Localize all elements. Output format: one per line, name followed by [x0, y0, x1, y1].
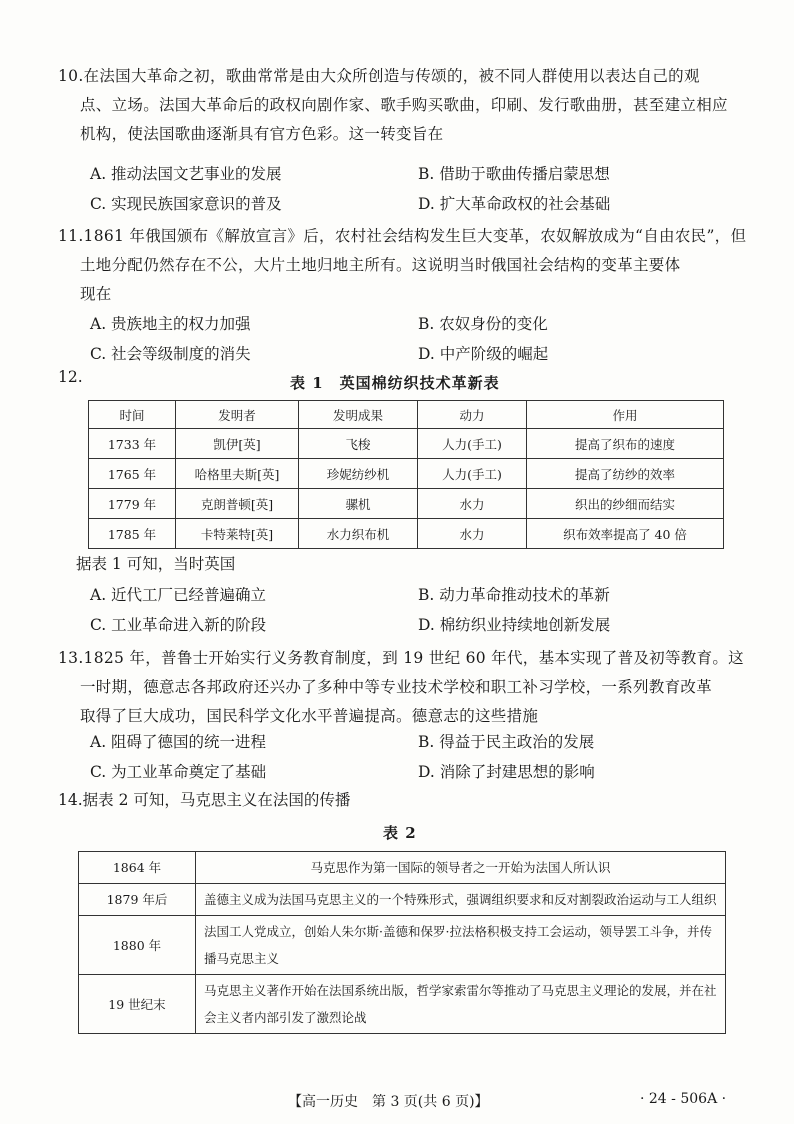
table-cell: 提高了纺纱的效率 [527, 459, 724, 489]
question-14-stem: 14.据表 2 可知，马克思主义在法国的传播 [58, 791, 351, 809]
column-header: 发明成果 [299, 401, 418, 429]
table-cell: 凯伊[英] [176, 429, 299, 459]
question-10-line-1: 10.在法国大革命之初，歌曲常常是由大众所创造与传颂的，被不同人群使用以表达自己的观 [58, 67, 700, 85]
question-11-options [90, 309, 750, 369]
column-header: 时间 [89, 401, 176, 429]
question-11-line-1: 11.1861 年俄国颁布《解放宣言》后，农村社会结构发生巨大变革，农奴解放成为“自由农民”，但 [58, 227, 747, 245]
option-c[interactable]: C. 为工业革命奠定了基础 [90, 763, 267, 781]
question-12-stem: 据表 1 可知，当时英国 [76, 555, 236, 573]
table-cell-year: 1879 年后 [79, 884, 196, 916]
table-cell: 1733 年 [89, 429, 176, 459]
question-10 [58, 62, 758, 149]
table-1 [88, 400, 724, 549]
table-cell: 水力织布机 [299, 519, 418, 549]
question-11-line-2: 土地分配仍然存在不公，大片土地归地主所有。这说明当时俄国社会结构的变革主要体 [80, 256, 681, 274]
table-header-row [89, 401, 724, 429]
table-cell: 提高了织布的速度 [527, 429, 724, 459]
table-cell: 哈格里夫斯[英] [176, 459, 299, 489]
table-cell: 克朗普顿[英] [176, 489, 299, 519]
option-a[interactable]: A. 贵族地主的权力加强 [90, 315, 251, 333]
option-d[interactable]: D. 消除了封建思想的影响 [418, 763, 595, 781]
question-13-options [90, 727, 750, 787]
column-header: 作用 [527, 401, 724, 429]
table-cell: 1785 年 [89, 519, 176, 549]
table-cell: 人力(手工) [418, 429, 527, 459]
option-a[interactable]: A. 近代工厂已经普遍确立 [90, 586, 267, 604]
table-cell: 卡特莱特[英] [176, 519, 299, 549]
option-b[interactable]: B. 农奴身份的变化 [418, 315, 548, 333]
option-a[interactable]: A. 推动法国文艺事业的发展 [90, 165, 282, 183]
question-12-number: 12. [58, 368, 83, 386]
option-d[interactable]: D. 棉纺织业持续地创新发展 [418, 616, 611, 634]
table-cell-year: 19 世纪末 [79, 975, 196, 1034]
page-code: · 24 - 506A · [640, 1091, 727, 1107]
question-13-line-3: 取得了巨大成功，国民科学文化水平普遍提高。德意志的这些措施 [80, 707, 539, 725]
column-header: 发明者 [176, 401, 299, 429]
table-cell: 珍妮纺纱机 [299, 459, 418, 489]
table-row [79, 975, 726, 1034]
table-cell: 水力 [418, 519, 527, 549]
question-11 [58, 222, 758, 309]
option-b[interactable]: B. 动力革命推动技术的革新 [418, 586, 610, 604]
table-row [89, 519, 724, 549]
table-row [89, 489, 724, 519]
table-cell: 织出的纱细而结实 [527, 489, 724, 519]
option-c[interactable]: C. 实现民族国家意识的普及 [90, 195, 282, 213]
table-cell-text: 法国工人党成立，创始人朱尔斯·盖德和保罗·拉法格积极支持工会运动，领导罢工斗争，并传播马克思主义 [196, 916, 726, 975]
table-cell: 飞梭 [299, 429, 418, 459]
question-12-options [90, 580, 750, 640]
table-cell-year: 1880 年 [79, 916, 196, 975]
option-c[interactable]: C. 工业革命进入新的阶段 [90, 616, 267, 634]
table-cell: 1779 年 [89, 489, 176, 519]
table-1-title: 表 1 英国棉纺织技术革新表 [290, 374, 500, 392]
question-11-line-3: 现在 [80, 285, 112, 303]
table-cell: 骡机 [299, 489, 418, 519]
table-row [89, 459, 724, 489]
option-b[interactable]: B. 得益于民主政治的发展 [418, 733, 595, 751]
question-10-line-3: 机构，使法国歌曲逐渐具有官方色彩。这一转变旨在 [80, 125, 444, 143]
column-header: 动力 [418, 401, 527, 429]
question-13 [58, 644, 758, 731]
table-row [79, 884, 726, 916]
question-10-options [90, 159, 750, 219]
question-13-line-1: 13.1825 年，普鲁士开始实行义务教育制度，到 19 世纪 60 年代，基本实现了普及初等教育。这 [58, 649, 744, 667]
page-footer: 【高一历史 第 3 页(共 6 页)】 [288, 1094, 489, 1110]
table-cell: 水力 [418, 489, 527, 519]
option-b[interactable]: B. 借助于歌曲传播启蒙思想 [418, 165, 610, 183]
table-cell: 1765 年 [89, 459, 176, 489]
table-row [79, 852, 726, 884]
table-cell-text: 马克思主义著作开始在法国系统出版，哲学家索雷尔等推动了马克思主义理论的发展，并在社会主义者内部引发了激烈论战 [196, 975, 726, 1034]
question-13-line-2: 一时期，德意志各邦政府还兴办了多种中等专业技术学校和职工补习学校，一系列教育改革 [80, 678, 713, 696]
table-row [89, 429, 724, 459]
table-cell-year: 1864 年 [79, 852, 196, 884]
table-cell: 人力(手工) [418, 459, 527, 489]
table-2 [78, 851, 726, 1034]
table-cell: 织布效率提高了 40 倍 [527, 519, 724, 549]
table-row [79, 916, 726, 975]
option-c[interactable]: C. 社会等级制度的消失 [90, 345, 251, 363]
option-a[interactable]: A. 阻碍了德国的统一进程 [90, 733, 267, 751]
table-2-title: 表 2 [383, 824, 417, 842]
table-cell-text: 盖德主义成为法国马克思主义的一个特殊形式，强调组织要求和反对割裂政治运动与工人组织 [196, 884, 726, 916]
option-d[interactable]: D. 扩大革命政权的社会基础 [418, 195, 611, 213]
table-cell-text: 马克思作为第一国际的领导者之一开始为法国人所认识 [196, 852, 726, 884]
option-d[interactable]: D. 中产阶级的崛起 [418, 345, 549, 363]
question-10-line-2: 点、立场。法国大革命后的政权向剧作家、歌手购买歌曲，印刷、发行歌曲册，甚至建立相应 [80, 96, 728, 114]
